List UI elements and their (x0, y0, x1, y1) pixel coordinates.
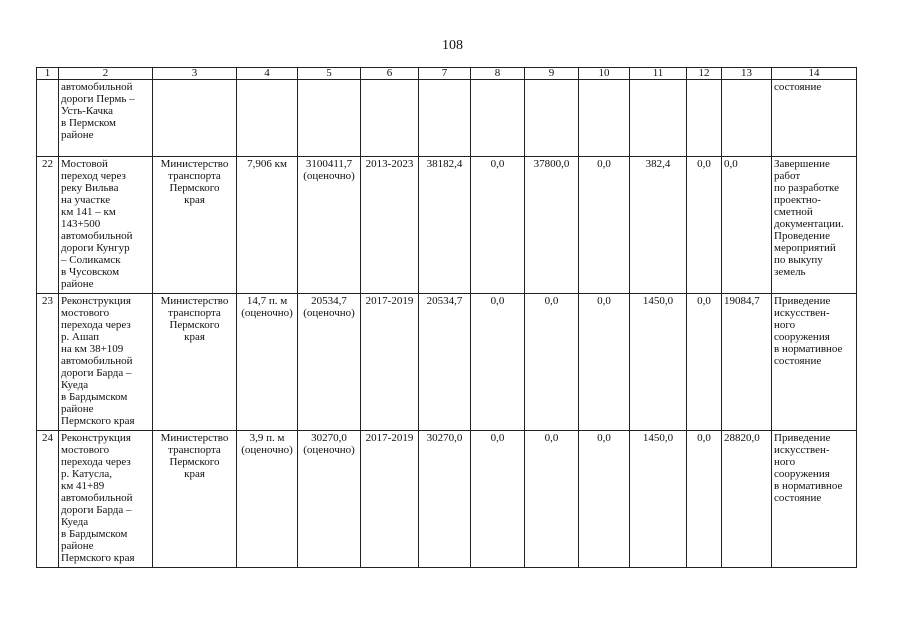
value-cell: 382,4 (630, 157, 687, 294)
row-number-cell: 22 (37, 157, 59, 294)
value-cell: 0,0 (722, 157, 772, 294)
value-cell (579, 80, 630, 157)
column-header: 12 (687, 68, 722, 80)
column-header: 4 (237, 68, 298, 80)
row-number-cell (37, 80, 59, 157)
value-cell: 0,0 (471, 431, 525, 568)
value-cell (687, 80, 722, 157)
table-row (37, 294, 857, 431)
value-cell: 0,0 (687, 294, 722, 431)
column-header: 10 (579, 68, 630, 80)
column-header: 8 (471, 68, 525, 80)
header-row (37, 68, 857, 80)
result-cell: Приведение искусствен- ного сооружения в нормативное состояние (772, 294, 857, 431)
value-cell (525, 80, 579, 157)
column-header: 1 (37, 68, 59, 80)
column-header: 2 (59, 68, 153, 80)
column-header: 13 (722, 68, 772, 80)
result-cell: Завершение работ по разработке проектно- сметной документации. Проведение мероприятий по выкупу земель (772, 157, 857, 294)
value-cell: 0,0 (471, 294, 525, 431)
value-cell (722, 80, 772, 157)
capacity-cell: 7,906 км (237, 157, 298, 294)
column-header: 6 (361, 68, 419, 80)
table-row (37, 80, 857, 157)
value-cell: 38182,4 (419, 157, 471, 294)
page-number: 108 (442, 38, 463, 53)
period-cell: 2013-2023 (361, 157, 419, 294)
value-cell: 0,0 (687, 431, 722, 568)
value-cell: 0,0 (579, 157, 630, 294)
value-cell: 0,0 (471, 157, 525, 294)
value-cell (471, 80, 525, 157)
value-cell (419, 80, 471, 157)
value-cell: 0,0 (579, 294, 630, 431)
result-cell: Приведение искусствен- ного сооружения в нормативное состояние (772, 431, 857, 568)
estimated-cost-cell: 3100411,7 (оценочно) (298, 157, 361, 294)
customer-cell: Министерство транспорта Пермского края (153, 294, 237, 431)
value-cell: 20534,7 (419, 294, 471, 431)
period-cell: 2017-2019 (361, 431, 419, 568)
period-cell: 2017-2019 (361, 294, 419, 431)
value-cell (630, 80, 687, 157)
period-cell (361, 80, 419, 157)
column-header: 7 (419, 68, 471, 80)
table-row (37, 157, 857, 294)
value-cell: 1450,0 (630, 431, 687, 568)
value-cell: 1450,0 (630, 294, 687, 431)
column-header: 3 (153, 68, 237, 80)
value-cell: 0,0 (525, 294, 579, 431)
column-header: 5 (298, 68, 361, 80)
object-name-cell: Реконструкция мостового перехода через р. Ашап на км 38+109 автомобильной дороги Барда – Куеда в Бардымском районе Пермского края (59, 294, 153, 431)
customer-cell: Министерство транспорта Пермского края (153, 157, 237, 294)
object-name-cell: Мостовой переход через реку Вильва на участке км 141 – км 143+500 автомобильной дороги Кунгур – Соликамск в Чусовском районе (59, 157, 153, 294)
column-header: 9 (525, 68, 579, 80)
customer-cell (153, 80, 237, 157)
column-header: 14 (772, 68, 857, 80)
value-cell: 19084,7 (722, 294, 772, 431)
value-cell: 0,0 (525, 431, 579, 568)
data-table (36, 67, 857, 568)
row-number-cell: 23 (37, 294, 59, 431)
customer-cell: Министерство транспорта Пермского края (153, 431, 237, 568)
object-name-cell: Реконструкция мостового перехода через р. Катусла, км 41+89 автомобильной дороги Барда – Куеда в Бардымском районе Пермского края (59, 431, 153, 568)
value-cell: 28820,0 (722, 431, 772, 568)
estimated-cost-cell (298, 80, 361, 157)
value-cell: 0,0 (687, 157, 722, 294)
capacity-cell (237, 80, 298, 157)
table-row (37, 431, 857, 568)
estimated-cost-cell: 30270,0 (оценочно) (298, 431, 361, 568)
value-cell: 0,0 (579, 431, 630, 568)
capacity-cell: 14,7 п. м (оценочно) (237, 294, 298, 431)
column-header: 11 (630, 68, 687, 80)
value-cell: 30270,0 (419, 431, 471, 568)
capacity-cell: 3,9 п. м (оценочно) (237, 431, 298, 568)
object-name-cell: автомобильной дороги Пермь – Усть-Качка в Пермском районе (59, 80, 153, 157)
result-cell: состояние (772, 80, 857, 157)
estimated-cost-cell: 20534,7 (оценочно) (298, 294, 361, 431)
row-number-cell: 24 (37, 431, 59, 568)
value-cell: 37800,0 (525, 157, 579, 294)
